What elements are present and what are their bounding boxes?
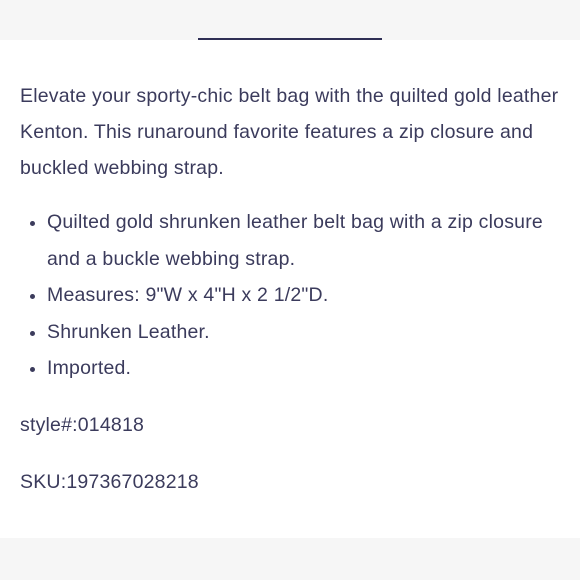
feature-item: • Shrunken Leather. [47,314,560,351]
feature-item: • Imported. [47,350,560,387]
product-details-content [20,78,560,500]
sku-number: SKU:197367028218 [20,470,199,493]
style-number: style#:014818 [20,413,145,436]
feature-list [20,204,560,387]
feature-item: • Measures: 9"W x 4"H x 2 1/2"D. [47,277,560,314]
bottom-band [0,538,580,580]
feature-item: • Quilted gold shrunken leather belt bag with a zip closure and a buckle webbing strap. [47,204,560,277]
top-band [0,0,580,38]
product-description: Elevate your sporty-chic belt bag with the quilted gold leather Kenton. This runaround favorite features a zip closure and buckled webbing strap. [20,85,559,179]
